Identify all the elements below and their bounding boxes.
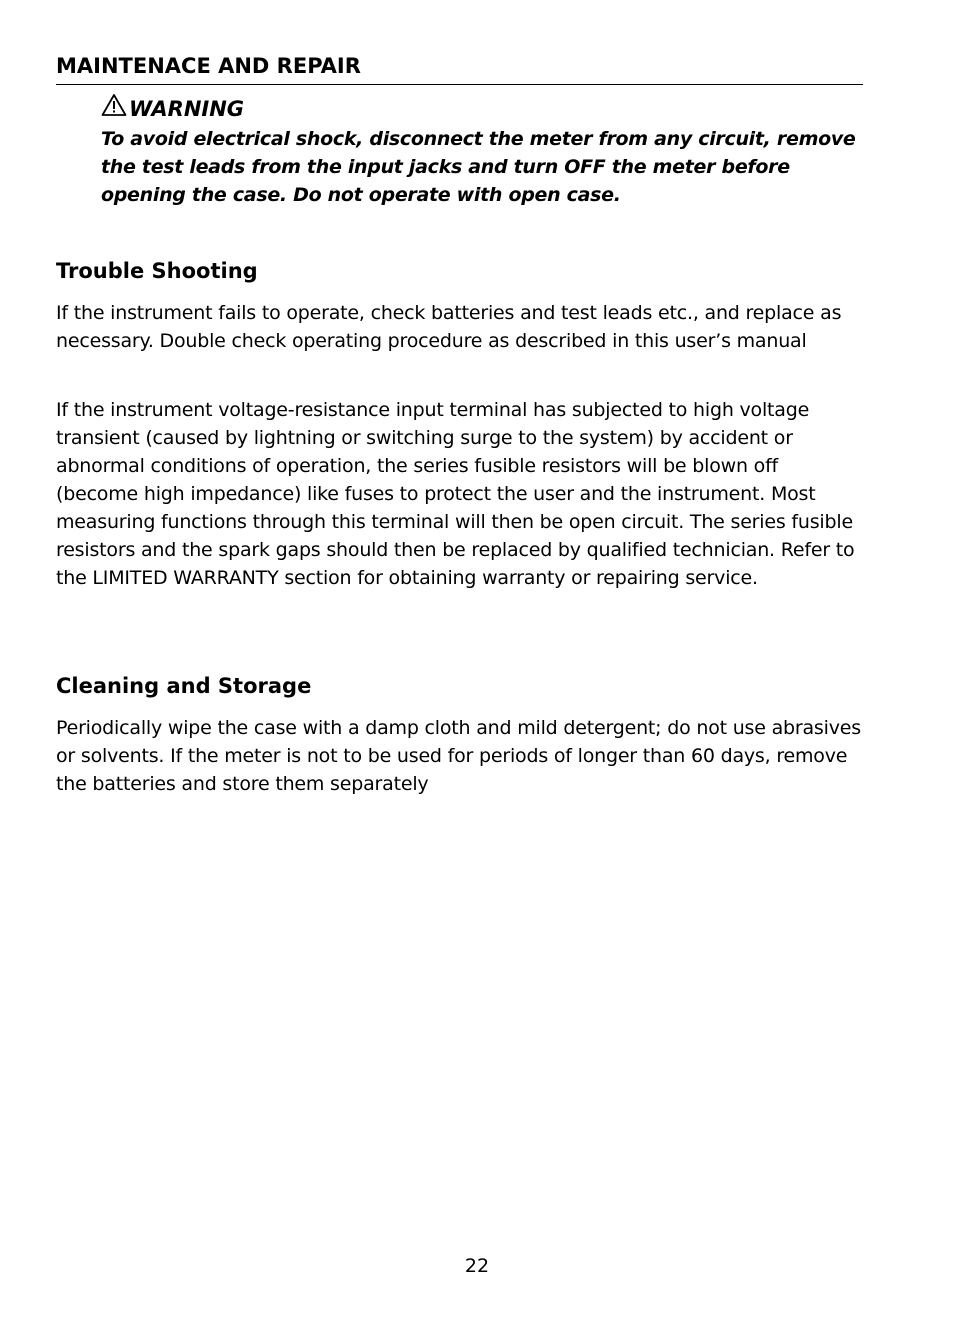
- warning-block: [101, 92, 866, 209]
- trouble-shooting-heading: Trouble Shooting: [56, 259, 258, 283]
- cleaning-storage-paragraph: Periodically wipe the case with a damp cloth and mild detergent; do not use abrasives or solvents. If the meter is not to be used for periods of longer than 60 days, remove the batteries and store them separately: [56, 717, 861, 795]
- warning-triangle-icon: [101, 92, 129, 125]
- trouble-shooting-paragraph-1: If the instrument fails to operate, check batteries and test leads etc., and replace as necessary. Double check operating procedure as described in this user’s manual: [56, 302, 842, 352]
- warning-title-row: [101, 92, 866, 125]
- trouble-shooting-paragraph-2: If the instrument voltage-resistance input terminal has subjected to high voltage transient (caused by lightning or switching surge to the system) by accident or abnormal conditions of operation, the series fusible resistors will be blown off (become high impedance) like fuses to protect the user and the instrument. Most measuring functions through this terminal will then be open circuit. The series fusible resistors and the spark gaps should then be replaced by qualified technician. Refer to the LIMITED WARRANTY section for obtaining warranty or repairing service.: [56, 399, 855, 589]
- warning-title: WARNING: [129, 96, 245, 121]
- page-number: 22: [464, 1255, 490, 1277]
- warning-text: To avoid electrical shock, disconnect the meter from any circuit, remove the test leads from the input jacks and turn OFF the meter before opening the case. Do not operate with open case.: [101, 128, 856, 206]
- cleaning-storage-heading: Cleaning and Storage: [56, 674, 312, 698]
- section-title: MAINTENACE AND REPAIR: [56, 52, 863, 85]
